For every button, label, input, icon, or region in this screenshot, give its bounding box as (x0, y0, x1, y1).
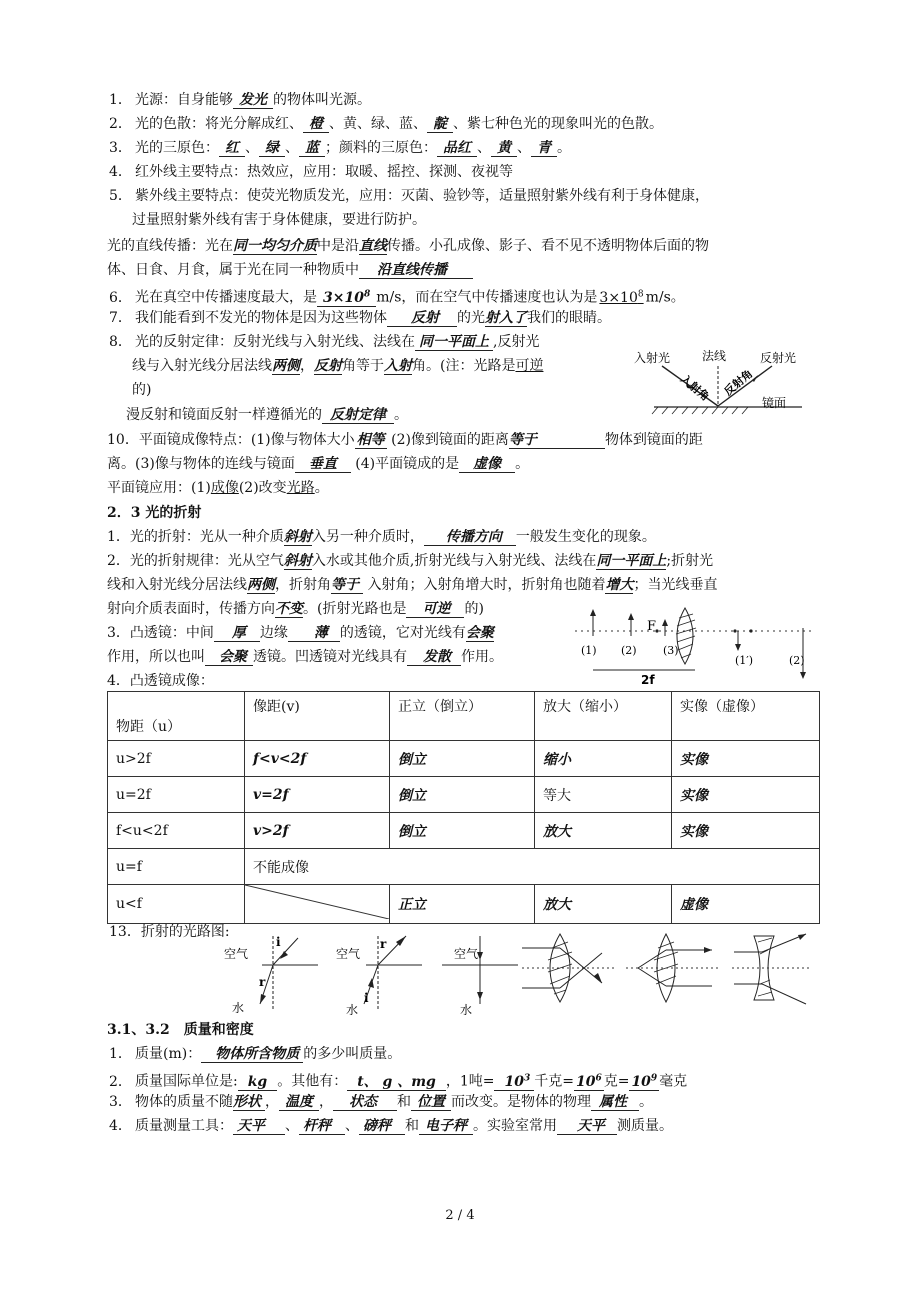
reflection-diagram (632, 344, 818, 416)
diagonal-cell (245, 885, 389, 919)
item-refraction-def: 1．光的折射：光从一种介质斜射入另一种介质时， 传播方向 一般发生变化的现象。 (107, 529, 656, 545)
item-lens-imaging: 4．凸透镜成像： (107, 673, 214, 689)
item-plane-mirror: 10．平面镜成像特点：(1)像与物体大小 相等 (2)像到镜面的距离等于 物体到镜面的距 (107, 432, 703, 448)
focus-label: F (647, 619, 657, 634)
item-ultraviolet-cont: 过量照射紫外线有害于身体健康，要进行防护。 (132, 212, 426, 228)
item-straight-line-cont: 体、日食、月食，属于光在同一种物质中 沿直线传播 (107, 260, 473, 280)
svg-text:r: r (259, 975, 266, 989)
svg-text:(1): (1) (581, 644, 597, 657)
item-mass-def: 1． 质量(m)： 物体所含物质 的多少叫质量。 (109, 1046, 402, 1062)
lens-imaging-table (107, 691, 820, 924)
item-mirror-use: 平面镜应用：(1)成像(2)改变光路。 (107, 480, 329, 496)
item-primary-colors: 3． 光的三原色： 红 、 绿 、 蓝 ；颜料的三原色： 品红 、 黄 、 青 。 (109, 140, 571, 156)
table-row: u=f 不能成像 (108, 849, 820, 885)
svg-text:(1′): (1′) (735, 654, 754, 667)
incident-label: 入射光 (634, 351, 671, 365)
reflected-label: 反射光 (760, 351, 797, 365)
svg-text:水: 水 (346, 1003, 359, 1017)
item-light-speed: 6． 光在真空中传播速度最大，是 $3\times 10^8$ m/s，而在空气中传播速度也认为是 $3\times 10^8$ m/s。 (109, 289, 685, 306)
header-image-distance: 像距(v) (245, 692, 390, 741)
item-light-source: 1． 光源：自身能够 发光 的物体叫光源。 (109, 92, 371, 108)
svg-text:(3): (3) (663, 644, 679, 657)
header-size: 放大（缩小） (535, 692, 672, 741)
svg-text:i: i (364, 991, 369, 1005)
header-image-type: 实像（虚像） (672, 692, 820, 741)
item-refraction-diagrams-title: 13．折射的光路图: (109, 924, 230, 940)
lens-imaging-diagram (575, 606, 815, 688)
page-number: 2 / 4 (445, 1208, 475, 1223)
item-mass-invariant: 3． 物体的质量不随形状 ， 温度 ， 状态 和 位置 而改变。是物体的物理 属性 。 (109, 1094, 653, 1110)
svg-text:空气: 空气 (336, 947, 361, 961)
header-object-distance: 物距（u） (108, 692, 245, 741)
item-refraction-law: 2．光的折射规律：光从空气斜射入水或其他介质,折射光线与入射光线、法线在同一平面上;折射光 (107, 553, 714, 569)
normal-label: 法线 (702, 349, 727, 363)
mirror-label: 镜面 (762, 396, 787, 410)
item-straight-line: 光的直线传播：光在同一均匀介质中是沿直线传播。小孔成像、影子、看不见不透明物体后面的物 (107, 238, 709, 254)
svg-text:空气: 空气 (454, 947, 479, 961)
item-see-objects: 7． 我们能看到不发光的物体是因为这些物体 反射 的光射入了我们的眼睛。 (109, 310, 611, 326)
item-infrared: 4． 红外线主要特点：热效应，应用：取暖、摇控、探测、夜视等 (109, 164, 513, 180)
item-ultraviolet: 5． 紫外线主要特点：使荧光物质发光，应用：灭菌、验钞等，适量照射紫外线有利于身体健康， (109, 188, 709, 204)
item-reflection-law-3: 的) (132, 382, 152, 398)
svg-text:水: 水 (232, 1001, 245, 1015)
item-dispersion: 2． 光的色散：将光分解成红、 橙 、黄、绿、蓝、 靛 、紫七种色光的现象叫光的色散。 (109, 116, 663, 132)
table-row: u=2f v=2f 倒立 等大 实像 (108, 777, 820, 813)
item-refraction-law-2: 线和入射光线分居法线两侧，折射角等于 入射角；入射角增大时，折射角也随着增大；当光线垂直 (107, 577, 718, 593)
reflect-angle-label: 反射角 (721, 367, 756, 399)
item-convex-lens: 3．凸透镜：中间 厚 边缘 薄 的透镜，它对光线有会聚 (107, 625, 494, 641)
item-convex-lens-2: 作用，所以也叫 会聚 透镜。凹透镜对光线具有 发散 作用。 (107, 649, 503, 665)
section-mass-title: 3.1、3.2 质量和密度 (107, 1022, 254, 1038)
table-row: f<u<2f v>2f 倒立 放大 实像 (108, 813, 820, 849)
svg-text:2f: 2f (641, 673, 655, 687)
item-mass-units: 2． 质量国际单位是: kg 。其他有： t、 g 、mg ，1吨= $10^3$ 千克= $10^6$ 克= $10^9$ 毫克 (109, 1073, 688, 1090)
table-header-row (108, 692, 820, 741)
table-row: u>2f f<v<2f 倒立 缩小 实像 (108, 741, 820, 777)
svg-text:(2): (2) (621, 644, 637, 657)
header-orientation: 正立（倒立） (390, 692, 535, 741)
svg-text:水: 水 (460, 1003, 473, 1017)
incident-angle-label: 入射角 (678, 372, 712, 404)
svg-text:i: i (276, 935, 281, 949)
section-refraction-title: 2．3 光的折射 (107, 505, 202, 521)
svg-text:(2): (2) (789, 654, 805, 667)
table-row: u<f 正立 放大 虚像 (108, 885, 820, 924)
svg-text:r: r (380, 937, 387, 951)
svg-text:空气: 空气 (224, 947, 249, 961)
item-diffuse: 漫反射和镜面反射一样遵循光的 反射定律 。 (126, 407, 408, 423)
item-reflection-law: 8． 光的反射定律：反射光线与入射光线、法线在 同一平面上 ,反射光 (109, 334, 540, 350)
item-mass-tools: 4． 质量测量工具： 天平 、 杆秤 、 磅秤 和 电子秤 。实验室常用 天平 测质量。 (109, 1118, 673, 1134)
item-reflection-law-2: 线与入射光线分居法线两侧，反射角等于入射角。(注：光路是可逆 (132, 358, 544, 374)
item-refraction-law-3: 射向介质表面时，传播方向不变。(折射光路也是 可逆 的) (107, 601, 484, 617)
item-plane-mirror-2: 离。(3)像与物体的连线与镜面 垂直 (4)平面镜成的是 虚像 。 (107, 456, 530, 472)
refraction-diagrams (222, 928, 812, 1018)
